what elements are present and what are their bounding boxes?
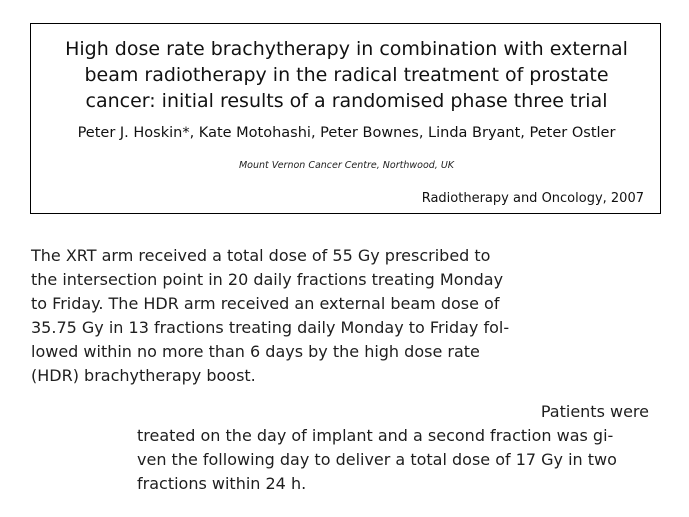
excerpt-line: to Friday. The HDR arm received an external beam dose of xyxy=(31,294,500,313)
paper-citation: Radiotherapy and Oncology, 2007 xyxy=(421,191,644,206)
paper-affiliation: Mount Vernon Cancer Centre, Northwood, UK xyxy=(238,160,455,171)
excerpt-line: lowed within no more than 6 days by the high dose rate xyxy=(31,342,480,361)
excerpt-line: the intersection point in 20 daily fractions treating Monday xyxy=(31,270,504,289)
paper-authors: Peter J. Hoskin*, Kate Motohashi, Peter Bownes, Linda Bryant, Peter Ostler xyxy=(77,125,616,141)
title-line: High dose rate brachytherapy in combination with external xyxy=(65,38,628,60)
excerpt-dose-schedule xyxy=(31,244,509,388)
excerpt-line: fractions within 24 h. xyxy=(137,474,307,493)
title-line: cancer: initial results of a randomised phase three trial xyxy=(85,90,608,112)
excerpt-treatment-lead: Patients were xyxy=(540,402,649,421)
excerpt-line: ven the following day to deliver a total dose of 17 Gy in two xyxy=(137,450,617,469)
title-line: beam radiotherapy in the radical treatment of prostate xyxy=(84,64,609,86)
excerpt-line: The XRT arm received a total dose of 55 Gy prescribed to xyxy=(31,246,491,265)
excerpt-treatment xyxy=(137,424,617,496)
paper-header-box xyxy=(30,23,661,214)
paper-title xyxy=(31,36,662,114)
excerpt-line: (HDR) brachytherapy boost. xyxy=(31,366,256,385)
excerpt-line: 35.75 Gy in 13 fractions treating daily Monday to Friday fol- xyxy=(31,318,510,337)
excerpt-line: treated on the day of implant and a second fraction was gi- xyxy=(137,426,614,445)
